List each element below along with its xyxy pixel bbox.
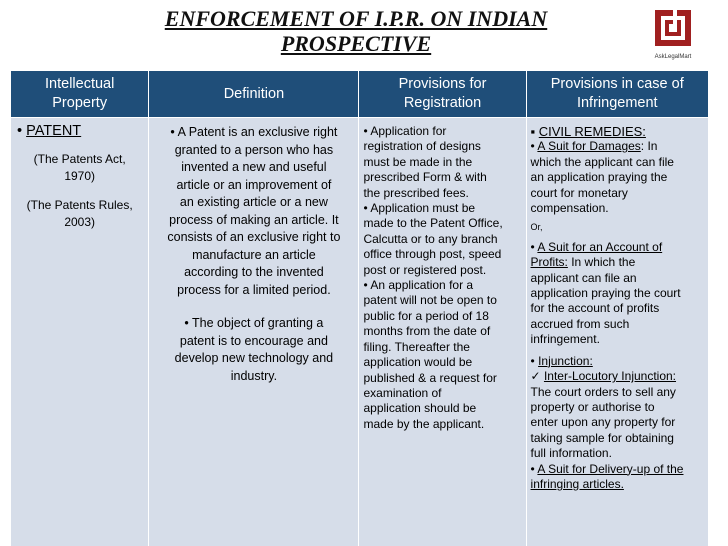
suit-account-line-2: Profits: In which the	[530, 255, 636, 270]
infringement-line: taking sample for obtaining	[530, 430, 674, 445]
brand-logo	[651, 8, 695, 64]
definition-paragraph-2	[153, 315, 354, 385]
registration-line: patent will not be open to	[363, 293, 497, 308]
infringement-line: full information.	[530, 446, 612, 461]
registration-line: office through post, speed	[363, 247, 502, 262]
title-line-1: ENFORCEMENT OF I.P.R. ON INDIAN	[164, 6, 548, 31]
definition-line: • A Patent is an exclusive right	[170, 125, 338, 139]
registration-line: prescribed Form & with	[363, 170, 487, 185]
title-line-2: PROSPECTIVE	[280, 31, 432, 56]
cell-intellectual-property	[11, 118, 149, 546]
suit-delivery: • A Suit for Delivery-up of the	[530, 461, 684, 476]
table-row	[11, 118, 709, 546]
definition-line: according to the invented	[184, 265, 324, 279]
header-row	[11, 71, 709, 118]
definition-line: manufacture an article	[192, 247, 316, 262]
registration-line: months from the date of	[363, 324, 491, 339]
definition-line: process for a limited period.	[177, 282, 331, 297]
cell-definition	[149, 118, 359, 546]
definition-line: invented a new and useful	[181, 160, 327, 174]
registration-line: published & a request for	[363, 370, 497, 385]
injunction-heading: • Injunction:	[530, 353, 593, 368]
suit-account-text	[531, 271, 704, 348]
infringement-line: an application praying the	[530, 170, 668, 185]
check-icon: ✓	[530, 369, 541, 384]
header-registration: Provisions for Registration	[359, 71, 526, 118]
suit-account-link[interactable]: A Suit for an Account of	[537, 239, 663, 254]
registration-line: filing. Thereafter the	[363, 339, 470, 354]
registration-line: public for a period of 18	[363, 308, 489, 323]
registration-line: examination of	[363, 385, 442, 400]
registration-line: • An application for a	[363, 278, 474, 293]
infringement-line: property or authorise to	[530, 399, 655, 414]
registration-line: registration of designs	[363, 139, 481, 154]
definition-line: article or an improvement of	[176, 177, 332, 192]
definition-line: industry.	[230, 368, 278, 383]
registration-line: made by the applicant.	[363, 416, 485, 431]
suit-account-link-2[interactable]: Profits:	[530, 255, 568, 270]
registration-line: post or registered post.	[363, 262, 487, 277]
cell-registration	[359, 118, 526, 546]
infringement-line: application praying the court	[530, 286, 681, 301]
patents-act: (The Patents Act, 1970)	[33, 152, 126, 184]
registration-line: Calcutta or to any branch	[363, 231, 498, 246]
suit-damages: • A Suit for Damages: In	[530, 139, 658, 154]
suit-damages-link[interactable]: A Suit for Damages	[537, 139, 641, 154]
infringement-line: accrued from such	[530, 316, 630, 331]
registration-text	[363, 124, 521, 432]
or-text: Or,	[530, 222, 543, 233]
registration-line: made to the Patent Office,	[363, 216, 503, 231]
suit-account: • A Suit for an Account of	[530, 239, 663, 254]
infringement-line: compensation.	[530, 201, 609, 216]
registration-line: application would be	[363, 355, 473, 370]
definition-line: develop new technology and	[174, 351, 334, 365]
interlocutory-heading: ✓ Inter-Locutory Injunction:	[530, 369, 677, 384]
infringement-line: enter upon any property for	[530, 415, 676, 430]
definition-line: patent is to encourage and	[179, 333, 328, 348]
infringement-line: which the applicant can file	[530, 154, 674, 169]
infringement-line: court for monetary	[530, 185, 628, 200]
infringement-line: for the account of profits	[530, 301, 660, 316]
infringement-line: The court orders to sell any	[530, 384, 676, 399]
logo-mark-icon	[653, 8, 693, 48]
registration-line: must be made in the	[363, 154, 473, 169]
infringement-line: infringement.	[530, 332, 600, 347]
suit-delivery-line-2: infringing articles.	[530, 476, 624, 491]
interlocutory-text	[531, 385, 704, 462]
header-definition: Definition	[149, 71, 359, 118]
registration-line: the prescribed fees.	[363, 185, 469, 200]
civil-remedies-heading: ▪ CIVIL REMEDIES:	[530, 124, 646, 139]
logo-caption: AskLegalMart	[654, 54, 692, 60]
definition-line: process of making an article. It	[169, 212, 339, 227]
cell-infringement	[526, 118, 708, 546]
suit-damages-text	[531, 155, 704, 217]
infringement-line: applicant can file an	[530, 270, 637, 285]
definition-line: granted to a person who has	[174, 142, 334, 157]
header-intellectual-property: Intellectual Property	[11, 71, 149, 118]
slide-title	[96, 6, 616, 56]
ipr-table	[10, 70, 709, 546]
header-infringement: Provisions in case of Infringement	[526, 71, 708, 118]
patent-label: • PATENT	[17, 123, 82, 139]
suit-delivery-link[interactable]: A Suit for Delivery-up of the	[537, 461, 684, 476]
registration-line: • Application for	[363, 124, 447, 138]
definition-paragraph-1	[153, 124, 354, 299]
registration-line: • Application must be	[363, 201, 476, 216]
registration-line: application should be	[363, 401, 477, 416]
definition-line: • The object of granting a	[184, 316, 324, 330]
definition-line: an existing article or a new	[179, 195, 328, 209]
patents-rules: (The Patents Rules, 2003)	[26, 198, 133, 230]
definition-line: consists of an exclusive right to	[167, 230, 341, 244]
